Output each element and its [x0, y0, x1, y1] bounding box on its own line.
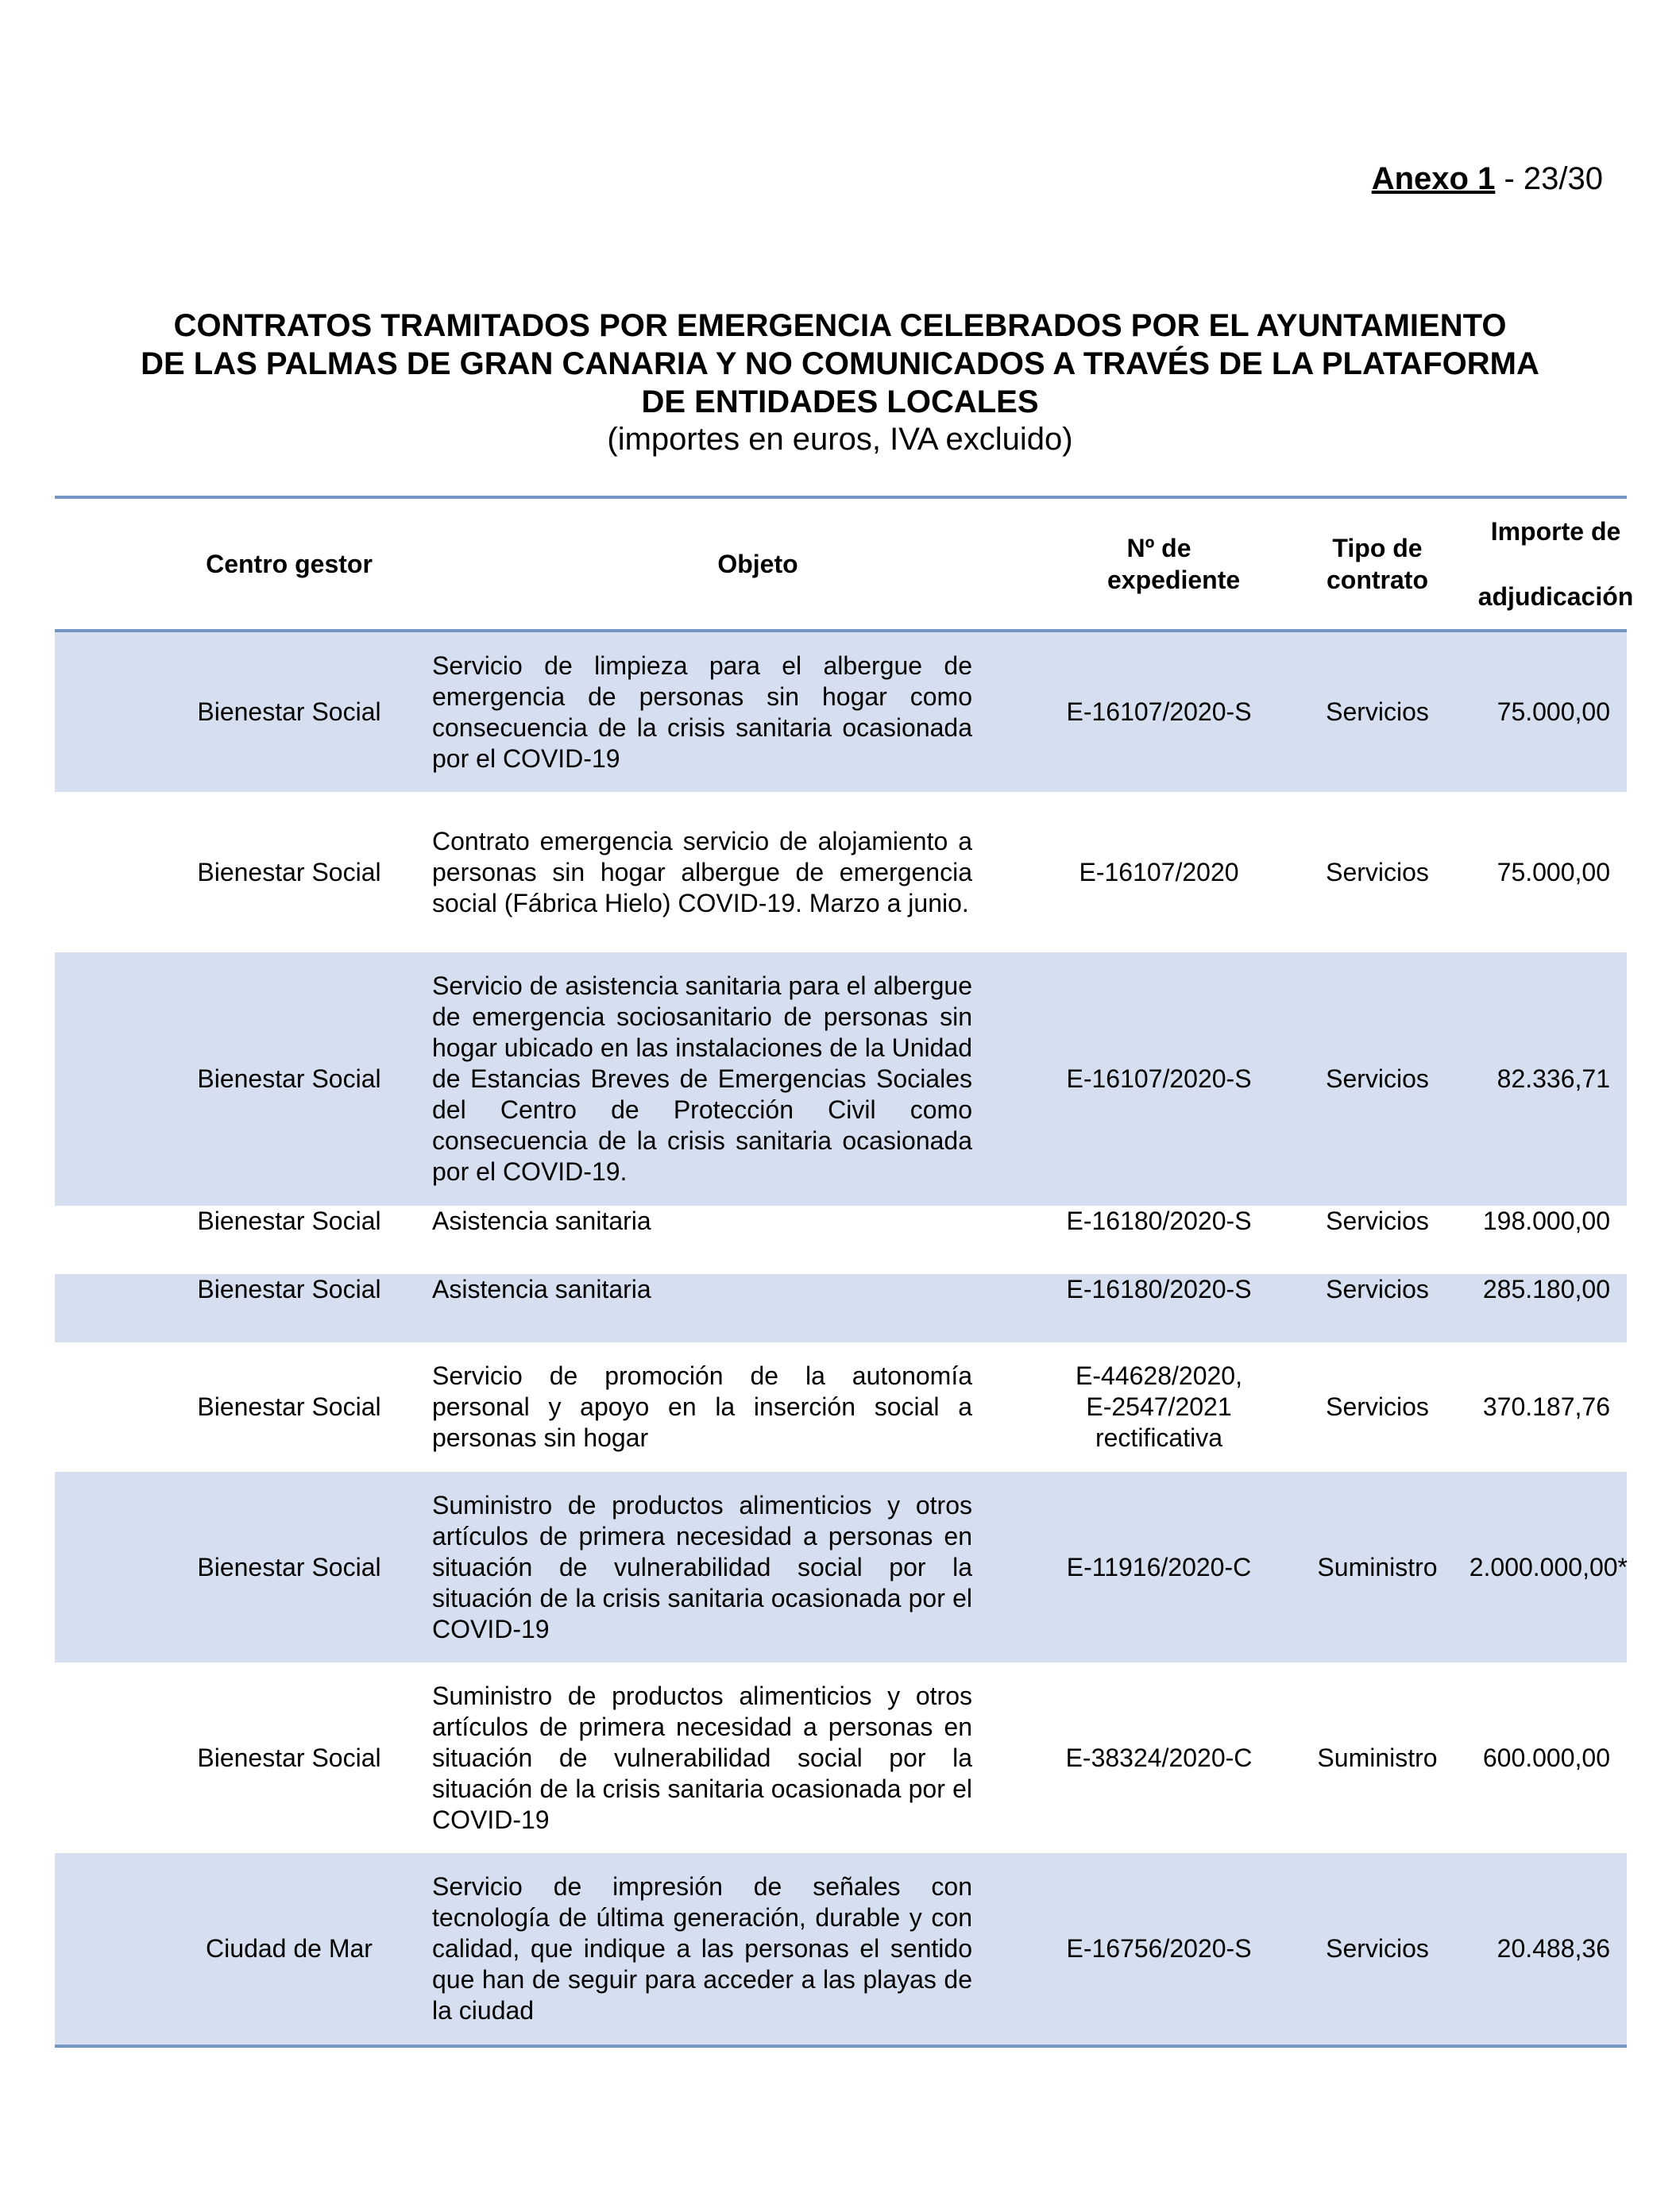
annex-page-label	[1372, 160, 1603, 197]
cell-centro: Bienestar Social	[197, 1207, 381, 1235]
cell-objeto	[432, 792, 1028, 952]
cell-importe: 20.488,36	[1497, 1934, 1610, 1963]
cell-expediente: E-16107/2020-S	[1066, 697, 1252, 726]
cell-objeto	[432, 1342, 1028, 1472]
cell-expediente: E-16756/2020-S	[1066, 1934, 1252, 1963]
cell-objeto-text: Suministro de productos alimenticios y otros artículos de primera necesidad a personas en situación de vulnerabilidad social por la situación de la crisis sanitaria ocasionada por el COVID-19	[432, 1681, 972, 1834]
cell-importe: 285.180,00	[1482, 1275, 1610, 1303]
cell-tipo: Servicios	[1326, 697, 1429, 726]
cell-centro: Bienestar Social	[197, 1743, 381, 1772]
table-row	[55, 1274, 1627, 1342]
cell-centro: Bienestar Social	[197, 1392, 381, 1421]
cell-tipo: Servicios	[1326, 1275, 1429, 1303]
contracts-table	[55, 496, 1634, 2048]
cell-tipo: Suministro	[1317, 1743, 1438, 1772]
cell-tipo: Servicios	[1326, 1064, 1429, 1093]
cell-tipo: Servicios	[1326, 1934, 1429, 1963]
table-bottom-rule	[55, 2045, 1627, 2048]
cell-importe: 198.000,00	[1482, 1207, 1610, 1235]
cell-expediente: E-16180/2020-S	[1066, 1207, 1252, 1235]
cell-objeto	[432, 1274, 1028, 1342]
cell-objeto	[432, 632, 1028, 792]
cell-expediente: E-16107/2020-S	[1066, 1064, 1252, 1093]
cell-objeto	[432, 952, 1028, 1206]
cell-expediente: E-16107/2020	[1079, 857, 1239, 886]
cell-importe: 370.187,76	[1482, 1392, 1610, 1421]
cell-tipo: Suministro	[1317, 1552, 1438, 1581]
table-row	[55, 632, 1627, 792]
header-importe-line2: adjudicación	[1477, 582, 1634, 611]
document-title	[0, 307, 1680, 421]
table-row	[55, 792, 1627, 952]
cell-objeto-text: Servicio de asistencia sanitaria para el albergue de emergencia sociosanitario de personas sin hogar ubicado en las instalaciones de la Unidad de Estancias Breves de Emergencias Sociales del Centro de Protección Civil como consecuencia de la crisis sanitaria ocasionada por el COVID-19.	[432, 971, 972, 1186]
table-row	[55, 952, 1627, 1206]
cell-objeto-text: Asistencia sanitaria	[432, 1275, 651, 1303]
header-expediente-text: Nº de expediente	[1107, 534, 1241, 594]
header-tipo	[1270, 499, 1485, 629]
cell-centro: Bienestar Social	[197, 1552, 381, 1581]
title-line-2: DE LAS PALMAS DE GRAN CANARIA Y NO COMUNICADOS A TRAVÉS DE LA PLATAFORMA	[141, 346, 1539, 381]
cell-objeto-text: Servicio de promoción de la autonomía personal y apoyo en la inserción social a personas sin hogar	[432, 1361, 972, 1452]
cell-centro: Bienestar Social	[197, 857, 381, 886]
cell-importe: 2.000.000,00*	[1469, 1552, 1628, 1581]
cell-objeto-text: Servicio de limpieza para el albergue de emergencia de personas sin hogar como consecuencia de la crisis sanitaria ocasionada por el COVID-19	[432, 651, 972, 773]
header-importe-line1: Importe de	[1490, 517, 1621, 546]
cell-centro: Bienestar Social	[197, 1064, 381, 1093]
cell-importe: 82.336,71	[1497, 1064, 1610, 1093]
cell-objeto	[432, 1662, 1028, 1853]
header-objeto: Objeto	[717, 550, 798, 578]
cell-expediente-text: E-44628/2020, E-2547/2021 rectificativa	[1076, 1361, 1242, 1452]
cell-objeto-text: Servicio de impresión de señales con tecnología de última generación, durable y con calidad, que indique a las personas el sentido que han de seguir para acceder a las playas de la ciudad	[432, 1872, 972, 2025]
cell-objeto-text: Contrato emergencia servicio de alojamiento a personas sin hogar albergue de emergencia social (Fábrica Hielo) COVID-19. Marzo a junio.	[432, 826, 972, 917]
table-row	[55, 1472, 1627, 1662]
cell-tipo: Servicios	[1326, 1392, 1429, 1421]
title-line-1: CONTRATOS TRAMITADOS POR EMERGENCIA CELEBRADOS POR EL AYUNTAMIENTO	[173, 308, 1507, 343]
cell-objeto	[432, 1206, 1028, 1274]
cell-centro: Ciudad de Mar	[206, 1934, 373, 1963]
table-row	[55, 1662, 1627, 1853]
annex-page-number: - 23/30	[1495, 161, 1603, 196]
cell-tipo: Servicios	[1326, 857, 1429, 886]
cell-expediente: E-16180/2020-S	[1066, 1275, 1252, 1303]
cell-expediente: E-38324/2020-C	[1065, 1743, 1253, 1772]
table-row	[55, 1206, 1627, 1274]
table-row	[55, 1853, 1627, 2045]
document-subtitle: (importes en euros, IVA excluido)	[607, 422, 1073, 457]
cell-importe: 600.000,00	[1482, 1743, 1610, 1772]
cell-importe: 75.000,00	[1497, 857, 1610, 886]
cell-expediente: E-11916/2020-C	[1066, 1552, 1252, 1581]
cell-tipo: Servicios	[1326, 1207, 1429, 1235]
cell-objeto	[432, 1853, 1028, 2045]
table-header	[55, 496, 1634, 632]
header-tipo-text: Tipo de contrato	[1327, 534, 1428, 594]
cell-objeto-text: Asistencia sanitaria	[432, 1207, 651, 1235]
cell-centro: Bienestar Social	[197, 697, 381, 726]
header-centro-gestor: Centro gestor	[206, 550, 373, 578]
header-importe	[1477, 499, 1634, 629]
cell-objeto-text: Suministro de productos alimenticios y otros artículos de primera necesidad a personas en situación de vulnerabilidad social por la situación de la crisis sanitaria ocasionada por el COVID-19	[432, 1490, 972, 1643]
table-row	[55, 1342, 1627, 1472]
cell-centro: Bienestar Social	[197, 1275, 381, 1303]
annex-label: Anexo 1	[1371, 161, 1496, 196]
cell-importe: 75.000,00	[1497, 697, 1610, 726]
cell-objeto	[432, 1472, 1028, 1662]
title-line-3: DE ENTIDADES LOCALES	[641, 384, 1039, 419]
